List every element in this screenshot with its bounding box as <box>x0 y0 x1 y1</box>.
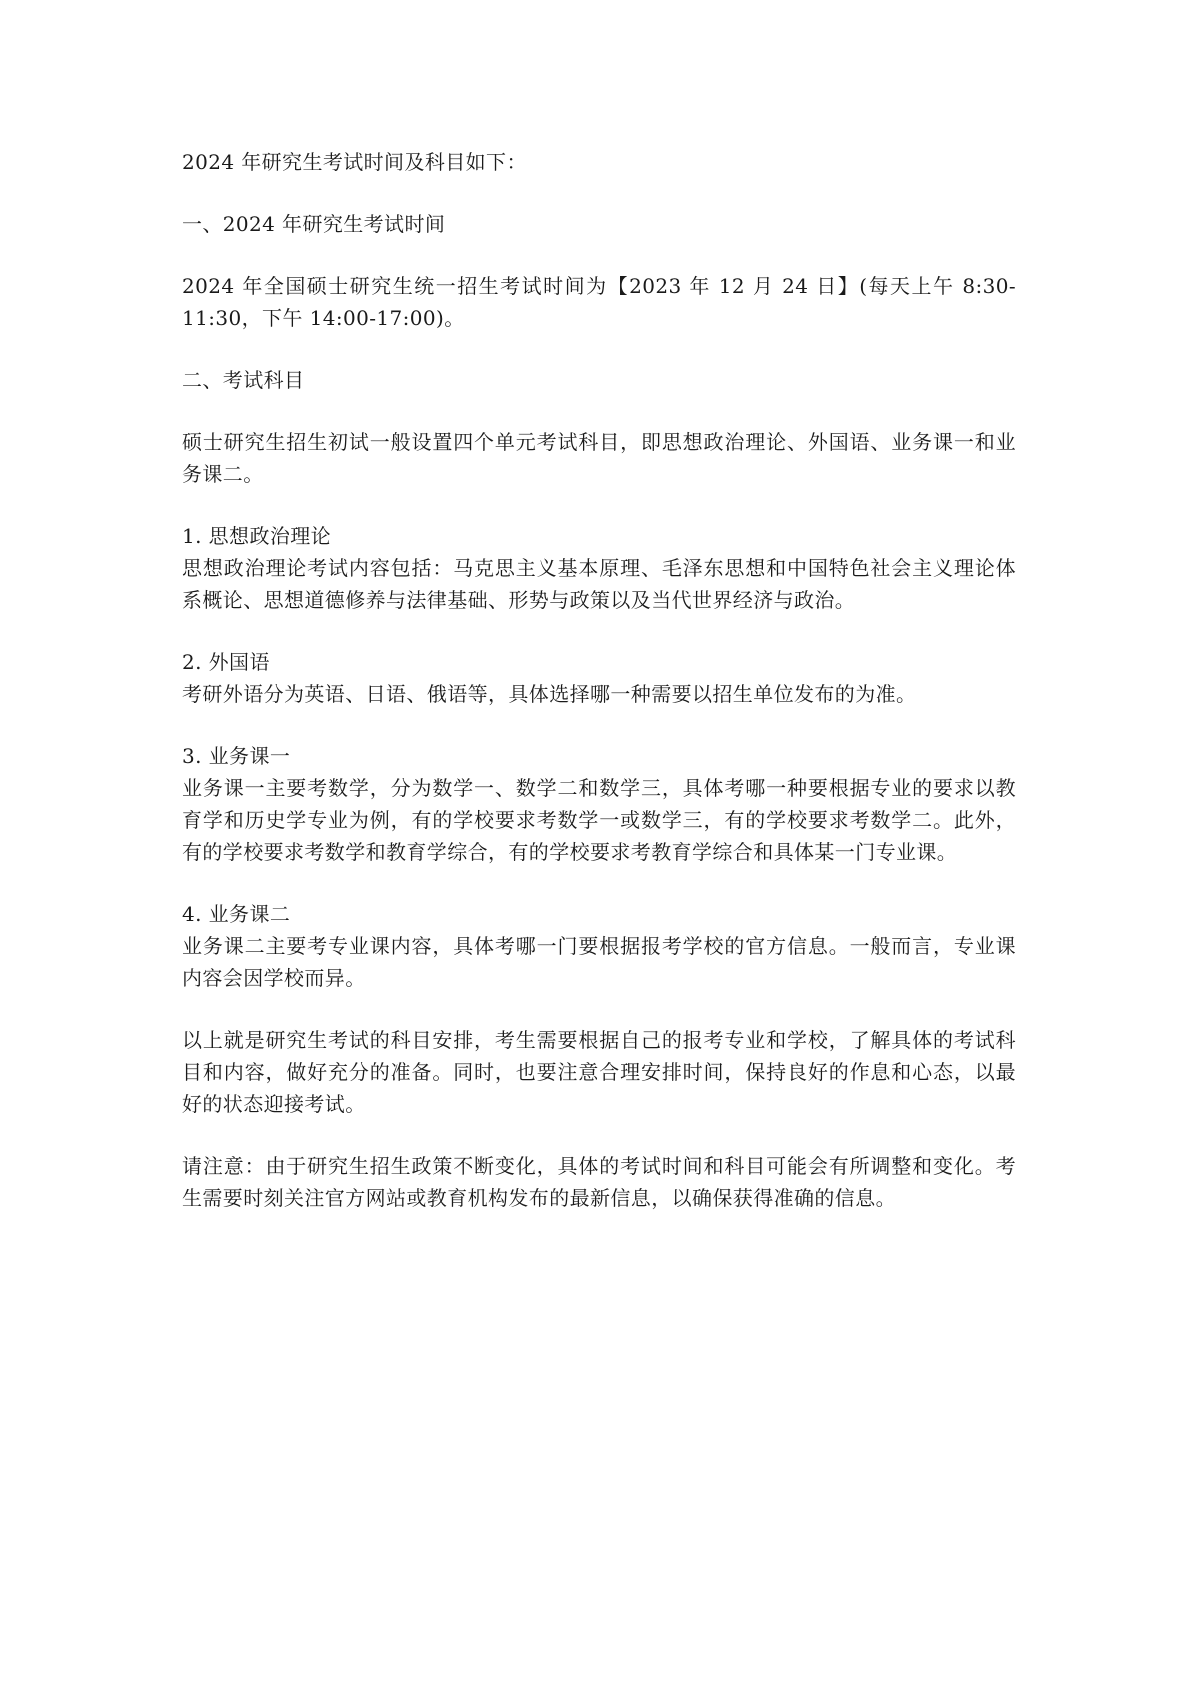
subject-title: 2. 外国语 <box>182 650 270 674</box>
summary-text: 以上就是研究生考试的科目安排，考生需要根据自己的报考专业和学校，了解具体的考试科目和内容，做好充分的准备。同时，也要注意合理安排时间，保持良好的作息和心态，以最好的状态迎接考试。 <box>182 1028 1016 1116</box>
subject-section <box>182 898 1016 994</box>
document-page <box>182 146 1016 1214</box>
subject-text: 思想政治理论考试内容包括：马克思主义基本原理、毛泽东思想和中国特色社会主义理论体系概论、思想道德修养与法律基础、形势与政策以及当代世界经济与政治。 <box>182 556 1016 612</box>
subject-section <box>182 520 1016 616</box>
intro-text: 2024 年研究生考试时间及科目如下： <box>182 150 527 174</box>
note-text: 请注意：由于研究生招生政策不断变化，具体的考试时间和科目可能会有所调整和变化。考生需要时刻关注官方网站或教育机构发布的最新信息，以确保获得准确的信息。 <box>182 1154 1016 1210</box>
subject-text: 业务课一主要考数学，分为数学一、数学二和数学三，具体考哪一种要根据专业的要求以教育学和历史学专业为例，有的学校要求考数学一或数学三，有的学校要求考数学二。此外，有的学校要求考数学和教育学综合，有的学校要求考教育学综合和具体某一门专业课。 <box>182 776 1016 864</box>
subject-text: 考研外语分为英语、日语、俄语等，具体选择哪一种需要以招生单位发布的为准。 <box>182 682 917 706</box>
heading-exam-subjects: 二、考试科目 <box>182 368 305 392</box>
subject-title: 3. 业务课一 <box>182 744 291 768</box>
subject-title: 1. 思想政治理论 <box>182 524 332 548</box>
subject-section <box>182 740 1016 868</box>
subject-text: 业务课二主要考专业课内容，具体考哪一门要根据报考学校的官方信息。一般而言，专业课内容会因学校而异。 <box>182 934 1016 990</box>
heading-exam-time: 一、2024 年研究生考试时间 <box>182 212 446 236</box>
subjects-intro-text: 硕士研究生招生初试一般设置四个单元考试科目，即思想政治理论、外国语、业务课一和业务课二。 <box>182 430 1016 486</box>
subject-section <box>182 646 1016 710</box>
exam-time-text: 2024 年全国硕士研究生统一招生考试时间为【2023 年 12 月 24 日】(每天上午 8:30-11:30，下午 14:00-17:00)。 <box>182 274 1016 330</box>
subject-title: 4. 业务课二 <box>182 902 291 926</box>
